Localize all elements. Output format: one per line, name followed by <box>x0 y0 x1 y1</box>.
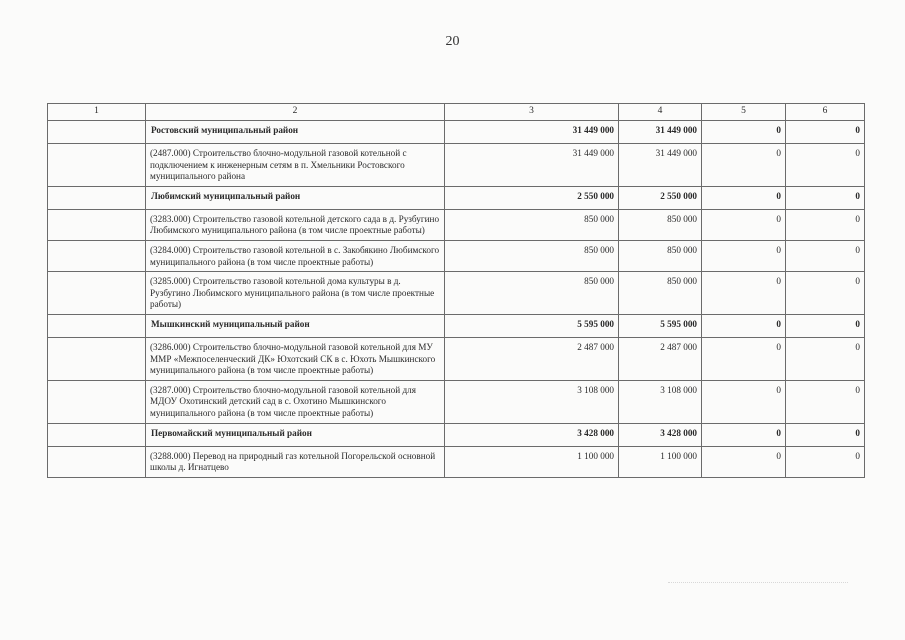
cell-amount-4: 1 100 000 <box>619 446 702 477</box>
cell-amount-6: 0 <box>786 337 865 380</box>
cell-amount-4: 2 550 000 <box>619 186 702 209</box>
cell-amount-6: 0 <box>786 209 865 240</box>
cell-index <box>48 314 146 337</box>
table-row <box>48 240 865 271</box>
district-row <box>48 314 865 337</box>
cell-amount-6: 0 <box>786 272 865 315</box>
scan-watermark <box>668 582 848 605</box>
cell-amount-3: 5 595 000 <box>445 314 619 337</box>
cell-index <box>48 240 146 271</box>
cell-index <box>48 337 146 380</box>
table-row <box>48 144 865 187</box>
cell-index <box>48 144 146 187</box>
cell-index <box>48 121 146 144</box>
cell-amount-3: 31 449 000 <box>445 144 619 187</box>
cell-amount-5: 0 <box>702 186 786 209</box>
cell-amount-4: 850 000 <box>619 209 702 240</box>
cell-amount-4: 850 000 <box>619 240 702 271</box>
header-cell-2: 2 <box>146 104 445 121</box>
district-row <box>48 186 865 209</box>
cell-amount-3: 3 108 000 <box>445 380 619 423</box>
cell-amount-6: 0 <box>786 446 865 477</box>
cell-amount-6: 0 <box>786 121 865 144</box>
cell-amount-6: 0 <box>786 144 865 187</box>
cell-index <box>48 446 146 477</box>
cell-amount-4: 31 449 000 <box>619 144 702 187</box>
cell-amount-4: 5 595 000 <box>619 314 702 337</box>
table-body <box>48 104 865 478</box>
cell-amount-6: 0 <box>786 240 865 271</box>
cell-amount-6: 0 <box>786 423 865 446</box>
cell-amount-3: 3 428 000 <box>445 423 619 446</box>
cell-amount-5: 0 <box>702 446 786 477</box>
cell-amount-5: 0 <box>702 314 786 337</box>
cell-amount-3: 850 000 <box>445 209 619 240</box>
cell-index <box>48 209 146 240</box>
cell-amount-4: 2 487 000 <box>619 337 702 380</box>
table-row <box>48 380 865 423</box>
cell-amount-5: 0 <box>702 337 786 380</box>
cell-index <box>48 272 146 315</box>
district-row <box>48 423 865 446</box>
cell-amount-4: 850 000 <box>619 272 702 315</box>
cell-amount-3: 850 000 <box>445 272 619 315</box>
table-header-row <box>48 104 865 121</box>
cell-name: (3287.000) Строительство блочно-модульной газовой котельной для МДОУ Охотинский детский сад в с. Охотино Мышкинского муниципального района (в том числе проектные работы) <box>146 380 445 423</box>
cell-amount-5: 0 <box>702 144 786 187</box>
budget-table <box>47 103 865 478</box>
cell-amount-6: 0 <box>786 380 865 423</box>
cell-amount-3: 2 550 000 <box>445 186 619 209</box>
cell-name: (3285.000) Строительство газовой котельной дома культуры в д. Рузбугино Любимского муниципального района (в том числе проектные работы) <box>146 272 445 315</box>
cell-name: Мышкинский муниципальный район <box>146 314 445 337</box>
table-row <box>48 337 865 380</box>
cell-amount-5: 0 <box>702 272 786 315</box>
header-cell-1: 1 <box>48 104 146 121</box>
table-row <box>48 446 865 477</box>
cell-amount-3: 31 449 000 <box>445 121 619 144</box>
cell-amount-3: 850 000 <box>445 240 619 271</box>
table-row <box>48 272 865 315</box>
cell-name: (3284.000) Строительство газовой котельной в с. Закобякино Любимского муниципального района (в том числе проектные работы) <box>146 240 445 271</box>
cell-amount-5: 0 <box>702 240 786 271</box>
cell-amount-5: 0 <box>702 380 786 423</box>
cell-amount-4: 3 108 000 <box>619 380 702 423</box>
cell-name: (3286.000) Строительство блочно-модульной газовой котельной для МУ ММР «Межпоселенческий ДК» Юхотский СК в с. Юхоть Мышкинского муниципального района (в том числе проектные работы) <box>146 337 445 380</box>
cell-index <box>48 423 146 446</box>
cell-amount-6: 0 <box>786 186 865 209</box>
cell-name: Ростовский муниципальный район <box>146 121 445 144</box>
cell-name: (2487.000) Строительство блочно-модульной газовой котельной с подключением к инженерным сетям в п. Хмельники Ростовского муниципального района <box>146 144 445 187</box>
cell-index <box>48 380 146 423</box>
cell-name: (3288.000) Перевод на природный газ котельной Погорельской основной школы д. Игнатцево <box>146 446 445 477</box>
header-cell-5: 5 <box>702 104 786 121</box>
cell-amount-4: 31 449 000 <box>619 121 702 144</box>
cell-name: Первомайский муниципальный район <box>146 423 445 446</box>
cell-name: Любимский муниципальный район <box>146 186 445 209</box>
cell-amount-3: 1 100 000 <box>445 446 619 477</box>
cell-amount-5: 0 <box>702 121 786 144</box>
page-number: 20 <box>445 34 460 49</box>
cell-name: (3283.000) Строительство газовой котельной детского сада в д. Рузбугино Любимского муниципального района (в том числе проектные работы) <box>146 209 445 240</box>
cell-index <box>48 186 146 209</box>
header-cell-6: 6 <box>786 104 865 121</box>
cell-amount-3: 2 487 000 <box>445 337 619 380</box>
district-row <box>48 121 865 144</box>
header-cell-4: 4 <box>619 104 702 121</box>
table-row <box>48 209 865 240</box>
cell-amount-5: 0 <box>702 209 786 240</box>
header-cell-3: 3 <box>445 104 619 121</box>
cell-amount-5: 0 <box>702 423 786 446</box>
cell-amount-6: 0 <box>786 314 865 337</box>
cell-amount-4: 3 428 000 <box>619 423 702 446</box>
